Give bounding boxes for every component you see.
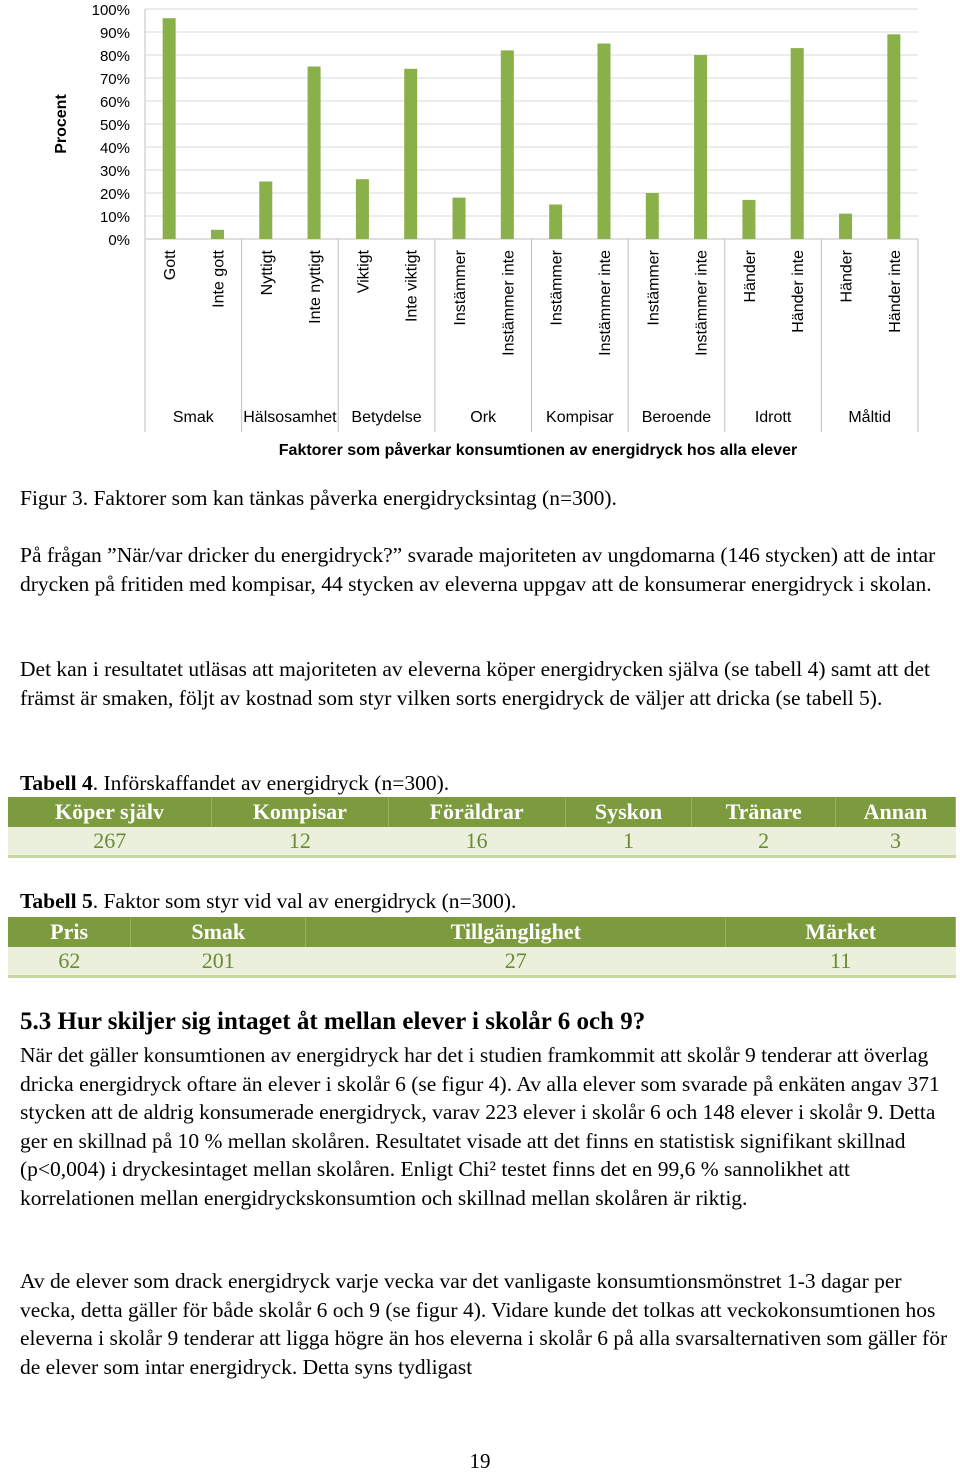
x-tick-label: Händer [838, 250, 856, 303]
paragraph-weekly: Av de elever som drack energidryck varje vecka var det vanligaste konsumtionsmönstret 1-3 dagar per vecka, detta gäller för både skolår 6 och 9 (se figur 4). Vidare kunde det tolkas att veckokonsumtionen hos eleverna i skolår 9 tenderar att ligga högre än hos eleverna i skolår 6 på alla svarsalternativen som gäller för de elever som intar energidryck. Detta syns tydligast [20, 1269, 948, 1379]
paragraph-school-years: När det gäller konsumtionen av energidryck har det i studien framkommit att skolår 9 tenderar att överlag dricka energidryck oftare än elever i skolår 6 (se figur 4). Av alla elever som svarade på enkäten angav 371 stycken att de aldrig konsumerade energidryck, varav 223 elever i skolår 6 och 148 elever i skolår 9. Detta ger en skillnad på 10 % mellan skolåren. Resultatet visade att det finns en statistisk signifikant skillnad (p<0,004) i dryckesintaget mellan skolåren. Enligt Chi² testet finns det en 99,6 % sannolikhet att korrelationen mellan energidryckskonsumtion och skillnad mellan skolåren är riktig. [20, 1043, 940, 1210]
bar [308, 67, 321, 240]
bar [356, 179, 369, 239]
y-tick-label: 40% [99, 140, 130, 157]
x-tick-label: Inte nyttigt [307, 250, 325, 324]
x-axis-title: Faktorer som påverkar konsumtionen av energidryck hos alla elever [278, 442, 798, 459]
table4-cell: 3 [835, 827, 955, 857]
x-tick-label: Instämmer [645, 250, 663, 326]
paragraph-purchase: Det kan i resultatet utläsas att majoriteten av eleverna köper energidrycken själva (se tabell 4) samt att det främst är smaken, följt av kostnad som styr vilken sorts energidryck de väljer att dricka (se tabell 5). [20, 657, 931, 710]
table4-caption [20, 771, 449, 796]
section-heading: 5.3 Hur skiljer sig intaget åt mellan elever i skolår 6 och 9? [20, 1008, 646, 1035]
bar [163, 18, 176, 239]
x-axis-labels [162, 249, 904, 355]
table5-header: Smak [131, 917, 306, 947]
group-label: Hälsosamhet [243, 409, 337, 426]
x-tick-label: Inte gott [210, 250, 228, 308]
y-tick-label: 0% [108, 232, 130, 249]
table5-header: Pris [8, 917, 131, 947]
x-tick-label: Instämmer [548, 250, 566, 326]
bar [887, 34, 900, 239]
table5-caption [20, 889, 516, 914]
x-tick-label: Händer inte [886, 250, 904, 333]
table4-cell: 2 [692, 827, 835, 857]
y-tick-label: 70% [99, 71, 130, 88]
bar-chart [0, 0, 960, 470]
group-label: Kompisar [546, 409, 614, 426]
x-tick-label: Viktigt [355, 250, 373, 294]
bar [404, 69, 417, 239]
group-label: Beroende [641, 409, 712, 426]
table4-header: Tränare [692, 797, 835, 827]
bar [549, 205, 562, 240]
x-tick-label: Händer [741, 250, 759, 303]
group-label: Måltid [848, 409, 892, 426]
table4-header: Föräldrar [388, 797, 565, 827]
table4-title: . Införskaffandet av energidryck (n=300). [92, 771, 450, 795]
group-label: Idrott [754, 409, 792, 426]
x-tick-label: Nyttigt [258, 250, 276, 296]
bar [211, 230, 224, 239]
bar [646, 193, 659, 239]
table4-header: Kompisar [211, 797, 388, 827]
chart-bars [163, 18, 901, 239]
table5-cell: 11 [726, 947, 956, 977]
y-axis-ticks [92, 2, 130, 249]
y-tick-label: 90% [99, 25, 130, 42]
table4-cell: 1 [565, 827, 692, 857]
x-tick-label: Inte viktigt [403, 250, 421, 323]
table5-cell: 27 [306, 947, 726, 977]
x-tick-label: Instämmer [452, 250, 470, 326]
table4-label: Tabell 4 [20, 771, 93, 795]
table4-header: Köper själv [8, 797, 211, 827]
y-axis-title: Procent [53, 94, 70, 154]
x-tick-label: Instämmer inte [500, 250, 518, 356]
table5-cell: 62 [8, 947, 131, 977]
bar [597, 44, 610, 240]
table4-cell: 267 [8, 827, 211, 857]
bar [839, 214, 852, 239]
y-tick-label: 30% [99, 163, 130, 180]
page-number: 19 [469, 1449, 491, 1473]
y-tick-label: 80% [99, 48, 130, 65]
bar [791, 48, 804, 239]
y-tick-label: 50% [99, 117, 130, 134]
bar [453, 198, 466, 239]
table4-cell: 16 [388, 827, 565, 857]
y-tick-label: 100% [91, 2, 130, 19]
table5-header: Tillgänglighet [306, 917, 726, 947]
paragraph-drinking-place: På frågan ”När/var dricker du energidryck?” svarade majoriteten av ungdomarna (146 stycken) att de intar drycken på fritiden med kompisar, 44 stycken av eleverna uppgav att de konsumerar energidryck i skolan. [20, 543, 936, 596]
table-5 [8, 917, 956, 978]
table-4 [8, 797, 956, 858]
bar [694, 55, 707, 239]
table5-cell: 201 [131, 947, 306, 977]
bar [501, 50, 514, 239]
x-tick-label: Instämmer inte [596, 250, 614, 356]
table4-header: Syskon [565, 797, 692, 827]
x-tick-label: Instämmer inte [693, 250, 711, 356]
x-tick-label: Händer inte [790, 250, 808, 333]
y-tick-label: 10% [99, 209, 130, 226]
y-tick-label: 20% [99, 186, 130, 203]
group-label: Betydelse [351, 409, 422, 426]
table5-label: Tabell 5 [20, 889, 93, 913]
table5-title: . Faktor som styr vid val av energidryck (n=300). [92, 889, 517, 913]
x-tick-label: Gott [162, 250, 180, 281]
table4-header: Annan [835, 797, 955, 827]
table5-header: Märket [726, 917, 956, 947]
y-tick-label: 60% [99, 94, 130, 111]
bar [742, 200, 755, 239]
group-label: Ork [470, 409, 497, 426]
bar [259, 182, 272, 240]
table4-cell: 12 [211, 827, 388, 857]
group-label: Smak [172, 409, 214, 426]
figure-caption: Figur 3. Faktorer som kan tänkas påverka energidrycksintag (n=300). [20, 486, 617, 510]
